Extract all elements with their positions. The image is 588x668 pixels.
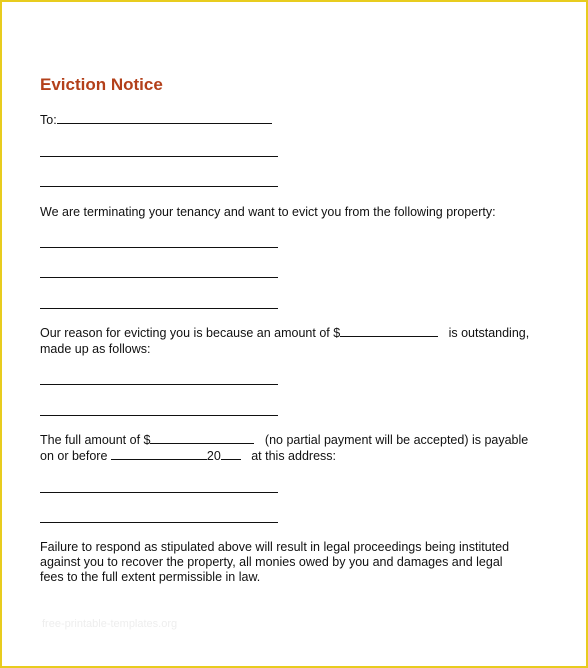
due-date-prefix: on or before [40,449,108,463]
reason-line [40,325,529,341]
address-blank-1[interactable] [40,156,278,157]
due-date-suffix: at this address: [251,449,336,463]
property-blank-3[interactable] [40,308,278,309]
breakdown-blank-1[interactable] [40,384,278,385]
address-blank-2[interactable] [40,186,278,187]
property-blank-1[interactable] [40,247,278,248]
due-date-blank[interactable] [111,448,207,460]
payment-address-blank-2[interactable] [40,522,278,523]
document-title: Eviction Notice [40,75,163,94]
reason-suffix: is outstanding, [448,326,530,340]
to-name-blank[interactable] [57,112,272,124]
failure-line-3: fees to the full extent permissible in law. [40,570,261,584]
failure-line-1: Failure to respond as stipulated above will result in legal proceedings being instituted [40,540,510,554]
year-prefix: 20 [206,449,221,463]
reason-prefix: Our reason for evicting you is because an amount of $ [40,326,341,340]
property-blank-2[interactable] [40,277,278,278]
to-label: To: [40,113,57,127]
to-line [40,112,272,128]
termination-statement: We are terminating your tenancy and want to evict you from the following property: [40,205,496,219]
payment-prefix: The full amount of $ [40,433,151,447]
year-blank[interactable] [221,448,241,460]
failure-line-2: against you to recover the property, all monies owed by you and damages and legal [40,555,503,569]
watermark: free-printable-templates.org [42,618,178,630]
payment-address-blank-1[interactable] [40,492,278,493]
payment-suffix: (no partial payment will be accepted) is payable [264,433,529,447]
reason-line-2: made up as follows: [40,342,151,356]
full-amount-blank[interactable] [150,432,254,444]
payment-line [40,432,528,448]
outstanding-amount-blank[interactable] [340,325,438,337]
payment-date-line [40,448,336,464]
breakdown-blank-2[interactable] [40,415,278,416]
